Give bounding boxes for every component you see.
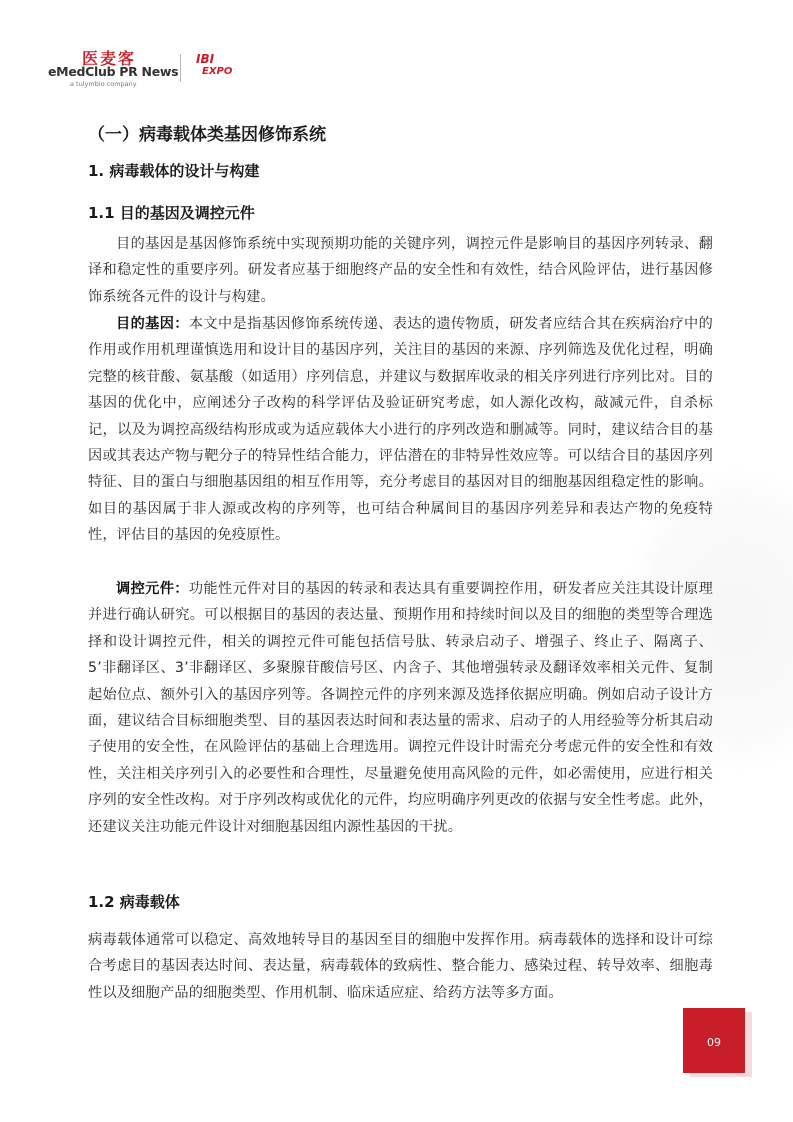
subsection-heading-1-2: 1.2 病毒载体	[88, 893, 180, 911]
control-element-text: 功能性元件对目的基因的转录和表达具有重要调控作用，研发者应关注其设计原理并进行确认研究。可以根据目的基因的表达量、预期作用和持续时间以及目的细胞的类型等合理选择和设计调控元件，相关的调控元件可能包括信号肽、转录启动子、增强子、终止子、隔离子、5’非翻译区、3’非翻译区、多聚腺苷酸信号区、内含子、其他增强转录及翻译效率相关元件、复制起始位点、额外引入的基因序列等。各调控元件的序列来源及选择依据应明确。例如启动子设计方面，建议结合目标细胞类型、目的基因表达时间和表达量的需求、启动子的人用经验等分析其启动子使用的安全性，在风险评估的基础上合理选用。调控元件设计时需充分考虑元件的安全性和有效性，关注相关序列引入的必要性和合理性，尽量避免使用高风险的元件，如必需使用，应进行相关序列的安全性改构。对于序列改构或优化的元件，均应明确序列更改的依据与安全性考虑。此外，还建议关注功能元件设计对细胞基因组内源性基因的干扰。	[88, 581, 713, 835]
logo-chinese-name: 医麦客	[82, 49, 137, 68]
partner-logo	[188, 52, 244, 88]
header-logo	[48, 46, 248, 94]
target-gene-paragraph	[88, 311, 713, 549]
subsection-heading-1: 1. 病毒载体的设计与构建	[88, 162, 260, 180]
partner-logo-top: IBI	[196, 52, 215, 66]
partner-logo-bottom: EXPO	[202, 66, 233, 77]
page-number-box	[683, 1008, 745, 1073]
page-number: 09	[707, 1036, 721, 1049]
intro-paragraph: 目的基因是基因修饰系统中实现预期功能的关键序列，调控元件是影响目的基因序列转录、翻译和稳定性的重要序列。研发者应基于细胞终产品的安全性和有效性，结合风险评估，进行基因修饰系统各元件的设计与构建。	[88, 236, 713, 305]
section-title: （一）病毒载体类基因修饰系统	[88, 125, 326, 145]
control-element-label: 调控元件：	[116, 581, 189, 597]
viral-vector-paragraph: 病毒载体通常可以稳定、高效地转导目的基因至目的细胞中发挥作用。病毒载体的选择和设计可综合考虑目的基因表达时间、表达量，病毒载体的致病性、整合能力、感染过程、转导效率、细胞毒性以及细胞产品的细胞类型、作用机制、临床适应症、给药方法等多方面。	[88, 932, 713, 1001]
logo-english-name: eMedClub PR News	[48, 64, 179, 79]
control-element-paragraph	[88, 576, 713, 840]
target-gene-label: 目的基因：	[116, 316, 189, 332]
target-gene-text: 本文中是指基因修饰系统传递、表达的遗传物质，研发者应结合其在疾病治疗中的作用或作用机理谨慎选用和设计目的基因序列，关注目的基因的来源、序列筛选及优化过程，明确完整的核苷酸、氨基酸（如适用）序列信息，并建议与数据库收录的相关序列进行序列比对。目的基因的优化中，应阐述分子改构的科学评估及验证研究考虑，如人源化改构，敲减元件，自杀标记，以及为调控高级结构形成或为适应载体大小进行的序列改造和删减等。同时，建议结合目的基因或其表达产物与靶分子的特异性结合能力，评估潜在的非特异性效应等。可以结合目的基因序列特征、目的蛋白与细胞基因组的相互作用等，充分考虑目的基因对目的细胞基因组稳定性的影响。如目的基因属于非人源或改构的序列等，也可结合种属间目的基因序列差异和表达产物的免疫特性，评估目的基因的免疫原性。	[88, 316, 713, 544]
subsection-heading-1-1: 1.1 目的基因及调控元件	[88, 204, 255, 222]
logo-tagline: a tulymbio company	[70, 80, 137, 88]
logo-divider	[180, 54, 181, 82]
